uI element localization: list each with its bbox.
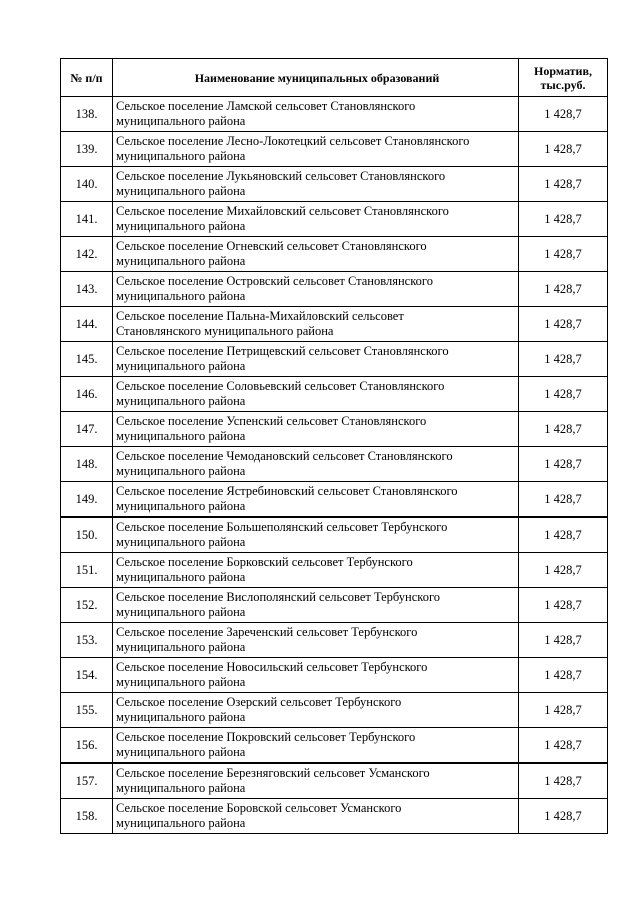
- row-name-line1: Сельское поселение Покровский сельсовет Тербунского: [116, 730, 416, 744]
- row-name-line2: муниципального района: [116, 394, 246, 408]
- row-municipality-name: [113, 799, 519, 834]
- row-name-line2: муниципального района: [116, 675, 246, 689]
- row-number: 157.: [61, 763, 113, 799]
- row-number: 148.: [61, 447, 113, 482]
- row-name-line2: муниципального района: [116, 289, 246, 303]
- table-row: [61, 202, 608, 237]
- row-name-line2: муниципального района: [116, 464, 246, 478]
- row-number: 151.: [61, 553, 113, 588]
- table-row: [61, 693, 608, 728]
- row-normative-value: 1 428,7: [519, 658, 608, 693]
- row-number: 144.: [61, 307, 113, 342]
- row-normative-value: 1 428,7: [519, 412, 608, 447]
- row-number: 153.: [61, 623, 113, 658]
- row-normative-value: 1 428,7: [519, 553, 608, 588]
- table-row: [61, 799, 608, 834]
- row-municipality-name: [113, 553, 519, 588]
- row-municipality-name: [113, 132, 519, 167]
- row-name-line2: муниципального района: [116, 570, 246, 584]
- row-municipality-name: [113, 412, 519, 447]
- row-name-line2: Становлянского муниципального района: [116, 324, 334, 338]
- header-normative: [519, 59, 608, 97]
- row-name-line1: Сельское поселение Зареченский сельсовет Тербунского: [116, 625, 418, 639]
- table-row: [61, 763, 608, 799]
- row-name-line1: Сельское поселение Петрищевский сельсовет Становлянского: [116, 344, 449, 358]
- row-name-line1: Сельское поселение Лукьяновский сельсовет Становлянского: [116, 169, 446, 183]
- row-normative-value: 1 428,7: [519, 342, 608, 377]
- table-row: [61, 658, 608, 693]
- table-row: [61, 728, 608, 764]
- row-name-line2: муниципального района: [116, 254, 246, 268]
- row-number: 154.: [61, 658, 113, 693]
- row-municipality-name: [113, 588, 519, 623]
- row-municipality-name: [113, 482, 519, 518]
- row-name-line1: Сельское поселение Борковский сельсовет Тербунского: [116, 555, 413, 569]
- table-row: [61, 132, 608, 167]
- row-number: 146.: [61, 377, 113, 412]
- row-number: 150.: [61, 517, 113, 553]
- row-municipality-name: [113, 517, 519, 553]
- row-name-line2: муниципального района: [116, 219, 246, 233]
- row-name-line1: Сельское поселение Михайловский сельсовет Становлянского: [116, 204, 449, 218]
- table-row: [61, 553, 608, 588]
- row-municipality-name: [113, 623, 519, 658]
- row-municipality-name: [113, 272, 519, 307]
- table-row: [61, 237, 608, 272]
- table-row: [61, 447, 608, 482]
- row-normative-value: 1 428,7: [519, 693, 608, 728]
- row-name-line2: муниципального района: [116, 816, 246, 830]
- row-name-line1: Сельское поселение Большеполянский сельсовет Тербунского: [116, 520, 448, 534]
- row-name-line1: Сельское поселение Пальна-Михайловский сельсовет: [116, 309, 404, 323]
- row-normative-value: 1 428,7: [519, 272, 608, 307]
- row-municipality-name: [113, 377, 519, 412]
- table-row: [61, 167, 608, 202]
- table-row: [61, 307, 608, 342]
- row-municipality-name: [113, 237, 519, 272]
- row-normative-value: 1 428,7: [519, 728, 608, 764]
- row-name-line2: муниципального района: [116, 745, 246, 759]
- table-row: [61, 342, 608, 377]
- row-name-line1: Сельское поселение Ламской сельсовет Становлянского: [116, 99, 416, 113]
- row-number: 147.: [61, 412, 113, 447]
- row-name-line1: Сельское поселение Березняговский сельсовет Усманского: [116, 766, 430, 780]
- row-number: 141.: [61, 202, 113, 237]
- row-name-line1: Сельское поселение Чемодановский сельсовет Становлянского: [116, 449, 453, 463]
- row-name-line1: Сельское поселение Островский сельсовет Становлянского: [116, 274, 433, 288]
- row-name-line1: Сельское поселение Боровской сельсовет Усманского: [116, 801, 402, 815]
- row-name-line2: муниципального района: [116, 781, 246, 795]
- row-name-line2: муниципального района: [116, 499, 246, 513]
- row-name-line2: муниципального района: [116, 710, 246, 724]
- row-municipality-name: [113, 97, 519, 132]
- table-header: [61, 59, 608, 97]
- row-name-line1: Сельское поселение Успенский сельсовет Становлянского: [116, 414, 427, 428]
- row-normative-value: 1 428,7: [519, 447, 608, 482]
- row-normative-value: 1 428,7: [519, 482, 608, 518]
- row-number: 155.: [61, 693, 113, 728]
- row-municipality-name: [113, 693, 519, 728]
- row-name-line1: Сельское поселение Огневский сельсовет Становлянского: [116, 239, 427, 253]
- row-number: 156.: [61, 728, 113, 764]
- row-number: 138.: [61, 97, 113, 132]
- header-row: [61, 59, 608, 97]
- row-municipality-name: [113, 447, 519, 482]
- table-row: [61, 97, 608, 132]
- table-row: [61, 272, 608, 307]
- table-row: [61, 517, 608, 553]
- row-municipality-name: [113, 342, 519, 377]
- row-name-line2: муниципального района: [116, 535, 246, 549]
- header-municipality-name: Наименование муниципальных образований: [113, 59, 519, 97]
- table-row: [61, 412, 608, 447]
- row-name-line2: муниципального района: [116, 184, 246, 198]
- row-number: 152.: [61, 588, 113, 623]
- header-normative-line2: тыс.руб.: [540, 77, 586, 92]
- table-row: [61, 377, 608, 412]
- row-number: 145.: [61, 342, 113, 377]
- row-normative-value: 1 428,7: [519, 237, 608, 272]
- row-normative-value: 1 428,7: [519, 167, 608, 202]
- header-normative-line1: Норматив,: [534, 63, 592, 78]
- row-name-line2: муниципального района: [116, 114, 246, 128]
- row-name-line2: муниципального района: [116, 640, 246, 654]
- row-number: 149.: [61, 482, 113, 518]
- row-municipality-name: [113, 202, 519, 237]
- row-number: 158.: [61, 799, 113, 834]
- row-normative-value: 1 428,7: [519, 517, 608, 553]
- row-name-line1: Сельское поселение Вислополянский сельсовет Тербунского: [116, 590, 441, 604]
- row-name-line1: Сельское поселение Новосильский сельсовет Тербунского: [116, 660, 428, 674]
- row-normative-value: 1 428,7: [519, 132, 608, 167]
- row-normative-value: 1 428,7: [519, 307, 608, 342]
- row-municipality-name: [113, 763, 519, 799]
- table-row: [61, 482, 608, 518]
- row-name-line2: муниципального района: [116, 429, 246, 443]
- normative-table: [60, 58, 608, 834]
- row-number: 142.: [61, 237, 113, 272]
- row-normative-value: 1 428,7: [519, 97, 608, 132]
- row-normative-value: 1 428,7: [519, 377, 608, 412]
- row-normative-value: 1 428,7: [519, 763, 608, 799]
- row-municipality-name: [113, 167, 519, 202]
- row-normative-value: 1 428,7: [519, 588, 608, 623]
- row-municipality-name: [113, 307, 519, 342]
- row-name-line2: муниципального района: [116, 605, 246, 619]
- table-row: [61, 623, 608, 658]
- row-name-line2: муниципального района: [116, 149, 246, 163]
- row-municipality-name: [113, 728, 519, 764]
- row-normative-value: 1 428,7: [519, 623, 608, 658]
- row-name-line1: Сельское поселение Лесно-Локотецкий сельсовет Становлянского: [116, 134, 470, 148]
- header-number: № п/п: [61, 59, 113, 97]
- row-number: 140.: [61, 167, 113, 202]
- table-body: [61, 97, 608, 834]
- row-number: 139.: [61, 132, 113, 167]
- row-name-line1: Сельское поселение Соловьевский сельсовет Становлянского: [116, 379, 445, 393]
- row-name-line2: муниципального района: [116, 359, 246, 373]
- row-name-line1: Сельское поселение Озерский сельсовет Тербунского: [116, 695, 402, 709]
- row-number: 143.: [61, 272, 113, 307]
- row-normative-value: 1 428,7: [519, 799, 608, 834]
- row-normative-value: 1 428,7: [519, 202, 608, 237]
- row-name-line1: Сельское поселение Ястребиновский сельсовет Становлянского: [116, 484, 458, 498]
- row-municipality-name: [113, 658, 519, 693]
- table-row: [61, 588, 608, 623]
